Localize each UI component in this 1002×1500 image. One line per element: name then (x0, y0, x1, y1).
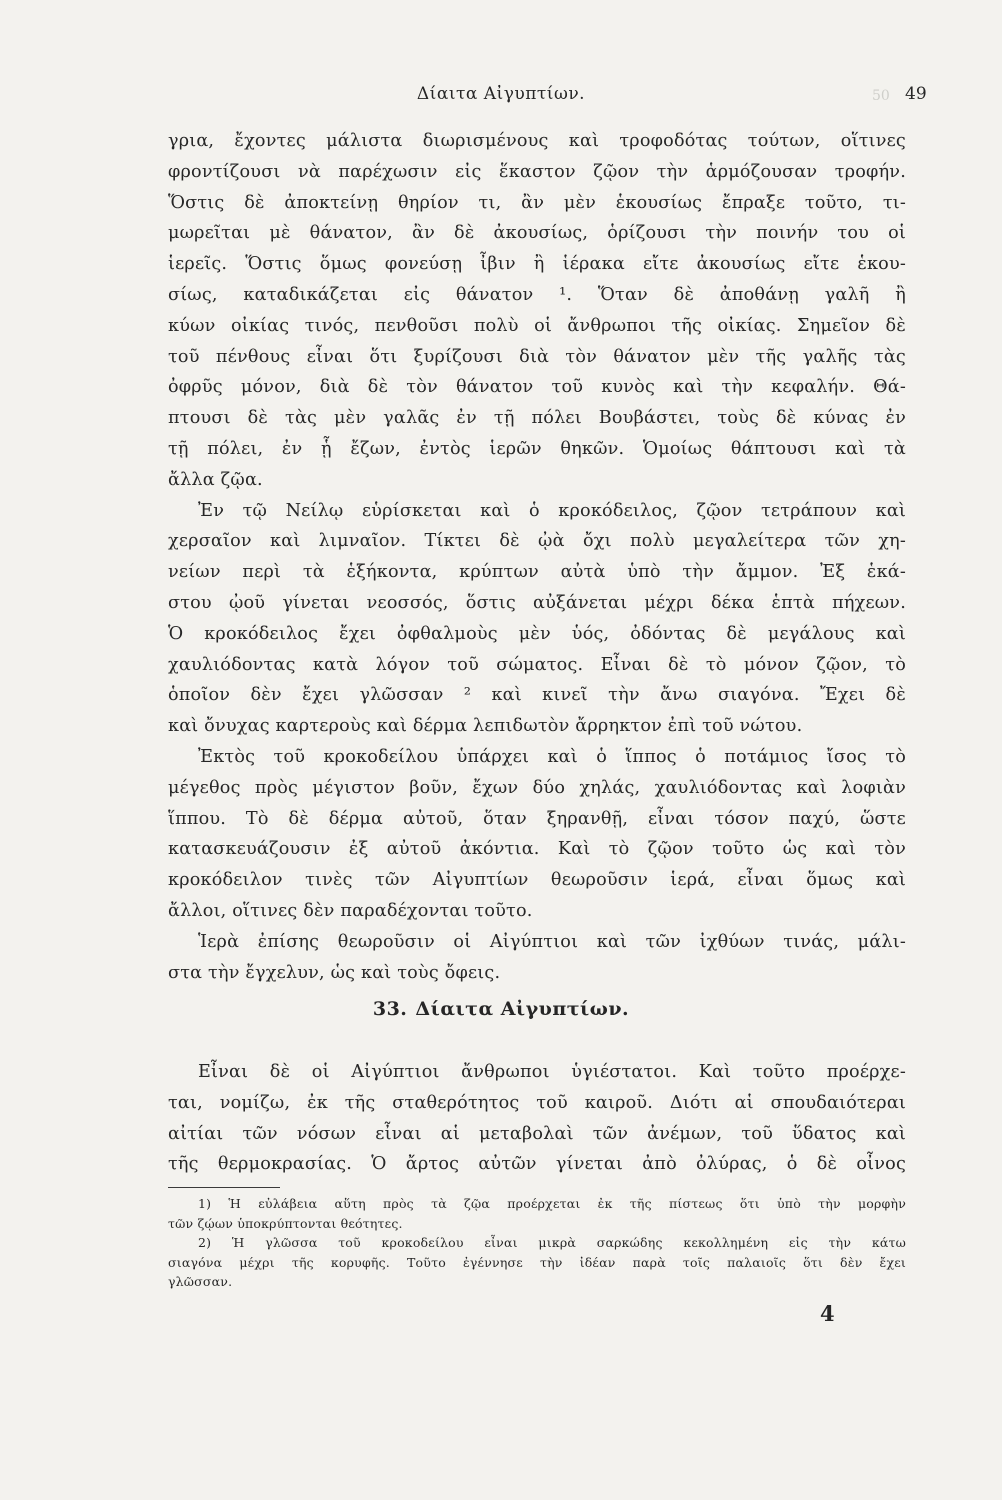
text-line: Ἐν τῷ Νείλῳ εὑρίσκεται καὶ ὁ κροκόδειλος, ζῷον τετράπουν καὶ (198, 500, 906, 521)
text-line: αἰτίαι τῶν νόσων εἶναι αἱ μεταβολαὶ τῶν ἀνέμων, τοῦ ὕδατος καὶ (168, 1123, 906, 1144)
text-line: φροντίζουσι νὰ παρέχωσιν εἰς ἕκαστον ζῷον τὴν ἁρμόζουσαν τροφήν. (168, 161, 906, 182)
text-line: κύων οἰκίας τινός, πενθοῦσι πολὺ οἱ ἄνθρωποι τῆς οἰκίας. Σημεῖον δὲ (168, 315, 906, 336)
running-title: Δίαιτα Αἰγυπτίων. (416, 84, 586, 104)
footnote-line: γλῶσσαν. (168, 1274, 233, 1290)
text-line: μέγεθος πρὸς μέγιστον βοῦν, ἔχων δύο χηλάς, χαυλιόδοντας καὶ λοφιὰν (168, 777, 906, 798)
paragraph-4 (168, 927, 906, 989)
text-line: τῆς θερμοκρασίας. Ὁ ἄρτος αὐτῶν γίνεται ἀπὸ ὀλύρας, ὁ δὲ οἶνος (168, 1154, 906, 1175)
text-line: χαυλιόδοντας κατὰ λόγον τοῦ σώματος. Εἶναι δὲ τὸ μόνον ζῷον, τὸ (168, 654, 906, 675)
paragraph-1 (168, 126, 906, 496)
section-number: 33. (372, 998, 408, 1020)
text-line: ἄλλα ζῷα. (168, 469, 263, 490)
text-line: γρια, ἔχοντες μάλιστα διωρισμένους καὶ τροφοδότας τούτων, οἵτινες (168, 131, 906, 151)
text-line: κατασκευάζουσιν ἐξ αὐτοῦ ἀκόντια. Καὶ τὸ ζῷον τοῦτο ὡς καὶ τὸν (168, 839, 906, 860)
paragraph-5 (168, 1057, 906, 1180)
section-heading (0, 998, 1002, 1020)
text-line: χερσαῖον καὶ λιμναῖον. Τίκτει δὲ ᾠὰ ὄχι πολὺ μεγαλείτερα τῶν χη- (168, 531, 906, 552)
text-line: Εἶναι δὲ οἱ Αἰγύπτιοι ἄνθρωποι ὑγιέστατοι. Καὶ τοῦτο προέρχε- (198, 1062, 906, 1082)
text-line: Ὅστις δὲ ἀποκτείνῃ θηρίον τι, ἂν μὲν ἑκουσίως ἔπραξε τοῦτο, τι- (168, 192, 906, 213)
text-line: κροκόδειλον τινὲς τῶν Αἰγυπτίων θεωροῦσιν ἱερά, εἶναι ὅμως καὶ (168, 870, 906, 891)
footnote-line: 1) Ἡ εὐλάβεια αὕτη πρὸς τὰ ζῷα προέρχεται ἐκ τῆς πίστεως ὅτι ὑπὸ τὴν μορφὴν (198, 1196, 906, 1211)
text-line: μωρεῖται μὲ θάνατον, ἂν δὲ ἀκουσίως, ὁρίζουσι τὴν ποινήν του οἱ (168, 223, 906, 244)
text-line: στου ᾠοῦ γίνεται νεοσσός, ὅστις αὐξάνεται μέχρι δέκα ἑπτὰ πήχεων. (168, 592, 906, 613)
footnote-divider (168, 1187, 280, 1188)
text-line: τοῦ πένθους εἶναι ὅτι ξυρίζουσι διὰ τὸν θάνατον μὲν τῆς γαλῆς τὰς (168, 346, 906, 367)
section-title: Δίαιτα Αἰγυπτίων. (415, 998, 630, 1020)
footnote-1 (168, 1194, 906, 1233)
footnotes (168, 1194, 906, 1292)
text-line: ται, νομίζω, ἐκ τῆς σταθερότητος τοῦ καιροῦ. Διότι αἱ σπουδαιότεραι (168, 1092, 906, 1113)
paragraph-2 (168, 496, 906, 742)
show-through-page-number: 50 (872, 88, 890, 104)
footnote-line: τῶν ζῴων ὑποκρύπτονται θεότητες. (168, 1215, 403, 1231)
footnote-line: 2) Ἡ γλῶσσα τοῦ κροκοδείλου εἶναι μικρὰ σαρκώδης κεκολλημένη εἰς τὴν κάτω (198, 1235, 906, 1251)
signature-mark: 4 (820, 1301, 835, 1326)
text-line: ὀφρῦς μόνον, διὰ δὲ τὸν θάνατον τοῦ κυνὸς καὶ τὴν κεφαλήν. Θά- (168, 377, 906, 398)
text-line: ὁποῖον δὲν ἔχει γλῶσσαν ² καὶ κινεῖ τὴν ἄνω σιαγόνα. Ἔχει δὲ (168, 685, 906, 706)
text-line: ἄλλοι, οἵτινες δὲν παραδέχονται τοῦτο. (168, 900, 533, 921)
text-line: πτουσι δὲ τὰς μὲν γαλᾶς ἐν τῇ πόλει Βουβάστει, τοὺς δὲ κύνας ἐν (168, 408, 906, 429)
text-line: νείων περὶ τὰ ἑξήκοντα, κρύπτων αὐτὰ ὑπὸ τὴν ἄμμον. Ἐξ ἑκά- (168, 562, 906, 583)
footnote-line: σιαγόνα μέχρι τῆς κορυφῆς. Τοῦτο ἐγέννησε τὴν ἰδέαν παρὰ τοῖς παλαιοῖς ὅτι δὲν ἔχει (168, 1254, 906, 1270)
text-line: Ἐκτὸς τοῦ κροκοδείλου ὑπάρχει καὶ ὁ ἵππος ὁ ποτάμιος ἴσος τὸ (198, 747, 906, 767)
page-number: 49 (905, 84, 927, 104)
paragraph-3 (168, 742, 906, 927)
text-line: σίως, καταδικάζεται εἰς θάνατον ¹. Ὅταν δὲ ἀποθάνῃ γαλῆ ἢ (168, 284, 906, 305)
text-line: ἱερεῖς. Ὅστις ὅμως φονεύσῃ ἶβιν ἢ ἱέρακα εἴτε ἀκουσίως εἴτε ἑκου- (168, 254, 906, 275)
text-line: Ἱερὰ ἐπίσης θεωροῦσιν οἱ Αἰγύπτιοι καὶ τῶν ἰχθύων τινάς, μάλι- (198, 931, 906, 952)
text-line: τῇ πόλει, ἐν ᾗ ἔζων, ἐντὸς ἱερῶν θηκῶν. Ὁμοίως θάπτουσι καὶ τὰ (168, 438, 906, 459)
text-line: καὶ ὄνυχας καρτεροὺς καὶ δέρμα λεπιδωτὸν ἄρρηκτον ἐπὶ τοῦ νώτου. (168, 716, 803, 737)
footnote-2 (168, 1233, 906, 1292)
text-line: στα τὴν ἔγχελυν, ὡς καὶ τοὺς ὄφεις. (168, 962, 501, 983)
text-line: ἵππου. Τὸ δὲ δέρμα αὐτοῦ, ὅταν ξηρανθῇ, εἶναι τόσον παχύ, ὥστε (168, 808, 906, 829)
text-line: Ὁ κροκόδειλος ἔχει ὀφθαλμοὺς μὲν ὑός, ὀδόντας δὲ μεγάλους καὶ (168, 623, 906, 644)
